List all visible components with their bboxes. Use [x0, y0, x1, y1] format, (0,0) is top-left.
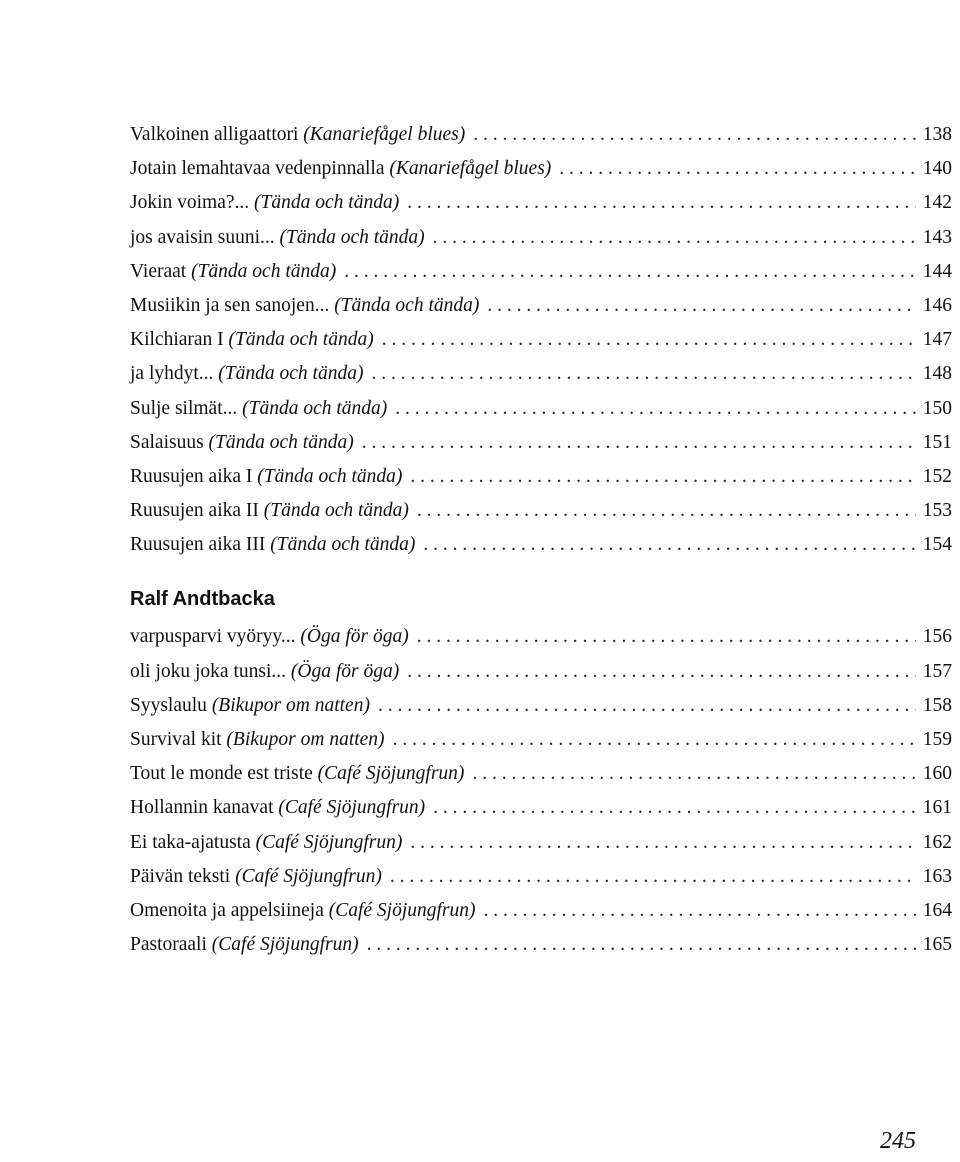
toc-entry: [130, 655, 952, 689]
entry-page-number: 143: [922, 226, 952, 248]
collection-title: (Tända och tända): [254, 192, 400, 214]
toc-entry: [130, 460, 952, 494]
entry-title: [130, 460, 402, 494]
poem-title: Sulje silmät...: [130, 397, 243, 419]
entry-page-number: 140: [922, 158, 952, 180]
toc-entry: [130, 894, 952, 928]
collection-title: (Tända och tända): [208, 431, 354, 453]
poem-title: varpusparvi vyöryy...: [130, 626, 301, 648]
toc-entry: [130, 826, 952, 860]
collection-title: (Tända och tända): [191, 260, 337, 282]
collection-title: (Tända och tända): [257, 465, 403, 487]
dot-leader: [378, 689, 916, 723]
entry-title: [130, 494, 409, 528]
poem-title: Kilchiaran I: [130, 329, 229, 351]
collection-title: (Kanariefågel blues): [389, 158, 552, 180]
collection-title: (Tända och tända): [279, 226, 425, 248]
collection-title: (Tända och tända): [218, 363, 364, 385]
toc-entry: [130, 323, 952, 357]
poem-title: oli joku joka tunsi...: [130, 660, 291, 682]
entry-page-number: 150: [922, 397, 952, 419]
entry-title: [130, 186, 399, 220]
collection-title: (Tända och tända): [270, 534, 416, 556]
toc-entry: [130, 757, 952, 791]
poem-title: Vieraat: [130, 260, 192, 282]
entry-page-number: 164: [922, 899, 952, 921]
poem-title: Ruusujen aika II: [130, 500, 264, 522]
entry-title: [130, 255, 336, 289]
dot-leader: [393, 723, 916, 757]
dot-leader: [473, 118, 916, 152]
entry-page-number: 160: [922, 763, 952, 785]
toc-entry: [130, 494, 952, 528]
dot-leader: [484, 894, 916, 928]
toc-entry: [130, 255, 952, 289]
section-heading: Ralf Andtbacka: [130, 588, 275, 611]
toc-entry: [130, 118, 952, 152]
collection-title: (Tända och tända): [228, 329, 374, 351]
toc-entry: [130, 186, 952, 220]
poem-title: Musiikin ja sen sanojen...: [130, 294, 335, 316]
dot-leader: [559, 152, 916, 186]
page-number: 245: [880, 1128, 916, 1154]
entry-title: [130, 528, 415, 562]
dot-leader: [371, 357, 916, 391]
entry-page-number: 158: [922, 694, 952, 716]
collection-title: (Öga för öga): [300, 626, 409, 648]
dot-leader: [362, 426, 916, 460]
poem-title: Jokin voima?...: [130, 192, 255, 214]
toc-entry: [130, 392, 952, 426]
entry-page-number: 159: [922, 729, 952, 750]
entry-page-number: 157: [922, 660, 952, 682]
collection-title: (Öga för öga): [290, 660, 400, 682]
entry-title: [130, 152, 551, 186]
dot-leader: [423, 528, 916, 562]
poem-title: Syyslaulu: [130, 694, 212, 716]
entry-page-number: 161: [922, 797, 952, 819]
entry-title: [130, 221, 425, 255]
dot-leader: [433, 791, 916, 825]
toc-entry: [130, 528, 952, 562]
poem-title: Ruusujen aika I: [130, 465, 258, 487]
entry-title: [130, 323, 374, 357]
dot-leader: [410, 460, 916, 494]
entry-page-number: 138: [922, 124, 952, 145]
poem-title: Jotain lemahtavaa vedenpinnalla: [130, 158, 390, 180]
entry-page-number: 148: [922, 363, 952, 385]
poem-title: Tout le monde est triste: [130, 763, 318, 785]
entry-title: [130, 357, 363, 391]
dot-leader: [487, 289, 916, 323]
dot-leader: [382, 323, 916, 357]
dot-leader: [407, 186, 916, 220]
poem-title: Päivän teksti: [130, 865, 236, 887]
entry-title: [130, 928, 359, 962]
toc-entry: [130, 426, 952, 460]
entry-title: [130, 894, 476, 928]
poem-title: Hollannin kanavat: [130, 797, 279, 819]
entry-page-number: 154: [922, 534, 952, 556]
poem-title: Omenoita ja appelsiineja: [130, 899, 329, 921]
toc-entry: [130, 689, 952, 723]
toc-entry: [130, 357, 952, 391]
entry-page-number: 165: [922, 934, 952, 956]
toc-entry: [130, 723, 952, 757]
dot-leader: [417, 494, 916, 528]
toc-entry: [130, 620, 952, 654]
toc-entry: [130, 221, 952, 255]
entry-page-number: 146: [922, 294, 952, 316]
toc-entry: [130, 928, 952, 962]
dot-leader: [410, 826, 916, 860]
poem-title: jos avaisin suuni...: [130, 226, 280, 248]
dot-leader: [395, 392, 916, 426]
entry-title: [130, 723, 385, 757]
dot-leader: [472, 757, 916, 791]
poem-title: Valkoinen alligaattori: [130, 124, 304, 145]
collection-title: (Kanariefågel blues): [303, 124, 466, 145]
collection-title: (Café Sjöjungfrun): [235, 865, 382, 887]
collection-title: (Café Sjöjungfrun): [278, 797, 426, 819]
dot-leader: [344, 255, 916, 289]
dot-leader: [407, 655, 916, 689]
toc-entry: [130, 152, 952, 186]
collection-title: (Tända och tända): [263, 500, 409, 522]
poem-title: Pastoraali: [130, 934, 212, 956]
poem-title: Ruusujen aika III: [130, 534, 271, 556]
poem-title: Ei taka-ajatusta: [130, 831, 256, 853]
entry-page-number: 152: [922, 465, 952, 487]
dot-leader: [417, 620, 916, 654]
dot-leader: [390, 860, 916, 894]
dot-leader: [433, 221, 916, 255]
collection-title: (Café Sjöjungfrun): [328, 899, 476, 921]
entry-title: [130, 689, 370, 723]
poem-title: Survival kit: [130, 729, 227, 750]
table-of-contents: [130, 118, 952, 962]
entry-page-number: 156: [922, 626, 952, 648]
entry-title: [130, 826, 402, 860]
entry-page-number: 144: [922, 260, 952, 282]
toc-entry: [130, 791, 952, 825]
entry-page-number: 162: [922, 831, 952, 853]
entry-title: [130, 620, 409, 654]
collection-title: (Café Sjöjungfrun): [317, 763, 465, 785]
toc-group-2: [130, 620, 952, 962]
entry-page-number: 153: [922, 500, 952, 522]
collection-title: (Café Sjöjungfrun): [255, 831, 403, 853]
toc-entry: [130, 860, 952, 894]
collection-title: (Bikupor om natten): [211, 694, 370, 716]
toc-group-1: [130, 118, 952, 562]
entry-title: [130, 289, 479, 323]
collection-title: (Bikupor om natten): [226, 729, 385, 750]
poem-title: ja lyhdyt...: [130, 363, 219, 385]
toc-entry: [130, 289, 952, 323]
collection-title: (Café Sjöjungfrun): [211, 934, 359, 956]
entry-title: [130, 118, 465, 152]
entry-title: [130, 392, 387, 426]
entry-title: [130, 757, 464, 791]
entry-page-number: 142: [922, 192, 952, 214]
entry-page-number: 147: [922, 329, 952, 351]
dot-leader: [367, 928, 916, 962]
entry-title: [130, 860, 382, 894]
entry-page-number: 151: [922, 431, 952, 453]
entry-title: [130, 655, 399, 689]
entry-title: [130, 426, 354, 460]
collection-title: (Tända och tända): [334, 294, 480, 316]
entry-title: [130, 791, 425, 825]
poem-title: Salaisuus: [130, 431, 209, 453]
collection-title: (Tända och tända): [242, 397, 388, 419]
entry-page-number: 163: [922, 865, 952, 887]
